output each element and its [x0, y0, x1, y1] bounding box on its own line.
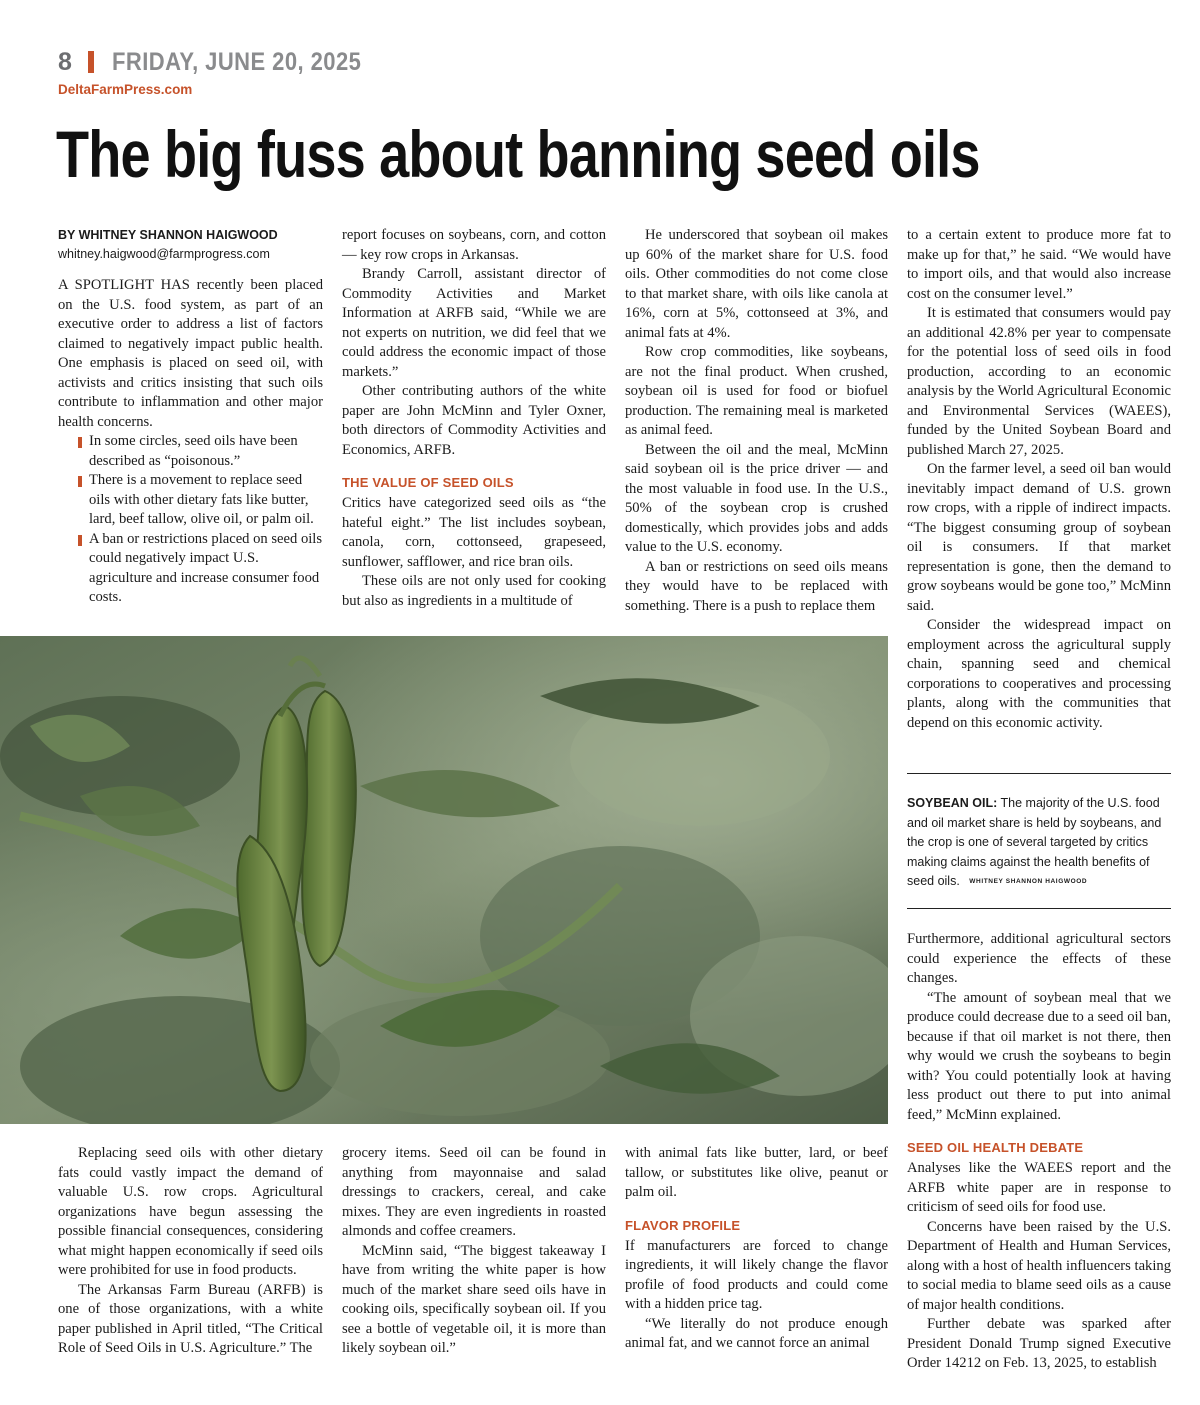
caption-label: SOYBEAN OIL: — [907, 796, 998, 810]
paragraph: Consider the widespread impact on employment across the agricultural supply chain, spanning seed and chemical corporations to cooperatives and processing plants, along with the communities that depend on this economic activity. — [907, 617, 1171, 731]
paragraph: Brandy Carroll, assistant director of Commodity Activities and Market Information at ARFB said, “While we are not experts on nutrition, we did feel that we could address the economic impact of those markets.” — [342, 266, 606, 380]
key-point — [58, 471, 323, 530]
paragraph: “The amount of soybean meal that we produce could decrease due to a seed oil ban, because if that oil market is not there, then why would we crush the soybeans to begin with? You could potentially look at having less product out there to put into animal feed,” McMinn explained. — [907, 989, 1171, 1123]
photo-caption — [907, 773, 1171, 909]
article-column-2-continued — [342, 1144, 606, 1359]
paragraph: “We literally do not produce enough animal fat, and we cannot force an animal — [625, 1315, 888, 1351]
article-column-3 — [625, 226, 888, 616]
key-point — [58, 530, 323, 608]
key-point-text: In some circles, seed oils have been described as “poisonous.” — [89, 433, 298, 469]
lead-paragraph: A SPOTLIGHT HAS recently been placed on the U.S. food system, as part of an executive order to address a list of factors claimed to negatively impact public health. One emphasis is placed on seed oil, with activists and critics insisting that such oils contribute to inflammation and other major health concerns. — [58, 277, 323, 430]
section-subhead: SEED OIL HEALTH DEBATE — [907, 1140, 1084, 1155]
page-number: 8 — [58, 47, 72, 76]
caption-text: The majority of the U.S. food and oil market share is held by soybeans, and the crop is one of several targeted by critics making claims against the health benefits of seed oils. — [907, 796, 1162, 889]
paragraph: He underscored that soybean oil makes up 60% of the market share for U.S. food oils. Other commodities do not come close to that market share, with oils like canola at 16%, corn at 5%, cottonseed at 3%, and animal fats at 4%. — [625, 227, 888, 341]
paragraph: Further debate was sparked after President Donald Trump signed Executive Order 14212 on Feb. 13, 2025, to establish — [907, 1316, 1171, 1371]
paragraph: grocery items. Seed oil can be found in anything from mayonnaise and salad dressings to crackers, cereal, and cake mixes. They are even ingredients in roasted almonds and coffee creamers. — [342, 1145, 606, 1239]
key-point-text: There is a movement to replace seed oils with other dietary fats like butter, lard, beef tallow, olive oil, or palm oil. — [89, 472, 314, 527]
paragraph: These oils are not only used for cooking but also as ingredients in a multitude of — [342, 573, 606, 609]
section-subhead: FLAVOR PROFILE — [625, 1217, 741, 1233]
bullet-marker — [78, 476, 82, 487]
article-column-1-continued — [58, 1144, 323, 1359]
header-divider — [88, 51, 94, 73]
paragraph: It is estimated that consumers would pay an additional 42.8% per year to compensate for the potential loss of seed oils in food production, according to an economic analysis by the World Agricultural Economic and Environmental Services (WAEES), funded by the United Soybean Board and published March 27, 2025. — [907, 305, 1171, 458]
paragraph: Replacing seed oils with other dietary fats could vastly impact the demand of valuable U.S. row crops. Agricultural organizations have begun assessing the possible financial consequences, considering what might happen economically if seed oils were prohibited for use in food products. — [58, 1145, 323, 1278]
byline: BY WHITNEY SHANNON HAIGWOOD — [58, 228, 278, 242]
paragraph: Row crop commodities, like soybeans, are not the final product. When crushed, soybean oil is used for food or biofuel production. The remaining meal is marketed as animal feed. — [625, 344, 888, 438]
paragraph: Critics have categorized seed oils as “the hateful eight.” The list includes soybean, canola, corn, cottonseed, grapeseed, sunflower, safflower, and rice bran oils. — [342, 495, 606, 570]
issue-date: FRIDAY, JUNE 20, 2025 — [111, 47, 362, 76]
key-point-text: A ban or restrictions placed on seed oils could negatively impact U.S. agriculture and increase consumer food costs. — [89, 530, 323, 605]
article-column-2 — [342, 226, 606, 611]
section-subhead: THE VALUE OF SEED OILS — [342, 475, 514, 490]
photo-credit: WHITNEY SHANNON HAIGWOOD — [969, 878, 1088, 885]
article-column-4-continued — [907, 930, 1171, 1374]
paragraph: Between the oil and the meal, McMinn said soybean oil is the price driver — and the most valuable in food use. In the U.S., 50% of the soybean crop is crushed domestically, which provides jobs and adds value to the U.S. economy. — [625, 441, 888, 555]
paragraph: If manufacturers are forced to change ingredients, it will likely change the flavor profile of food products and could come with a hidden price tag. — [625, 1237, 888, 1312]
soybean-photo — [0, 636, 888, 1124]
bullet-marker — [78, 535, 82, 546]
paragraph: to a certain extent to produce more fat to make up for that,” he said. “We would have to import oils, and that would also increase cost on the consumer level.” — [907, 227, 1171, 302]
key-point — [58, 432, 323, 471]
article-column-3-continued — [625, 1144, 888, 1354]
paragraph: Furthermore, additional agricultural sectors could experience the effects of these changes. — [907, 931, 1171, 986]
author-email[interactable]: whitney.haigwood@farmprogress.com — [58, 247, 270, 261]
key-points-list — [58, 432, 323, 608]
bullet-marker — [78, 437, 82, 448]
paragraph: The Arkansas Farm Bureau (ARFB) is one of those organizations, with a white paper published in April titled, “The Critical Role of Seed Oils in U.S. Agriculture.” The — [58, 1281, 323, 1356]
paragraph: Other contributing authors of the white paper are John McMinn and Tyler Oxner, both directors of Commodity Activities and Economics, ARFB. — [342, 383, 606, 458]
article-headline: The big fuss about banning seed oils — [56, 117, 980, 191]
paragraph: McMinn said, “The biggest takeaway I have from writing the white paper is how much of the market share seed oils have in cooking oils, specifically soybean oil. If you see a bottle of vegetable oil, it is more than likely soybean oil.” — [342, 1242, 606, 1356]
page-header — [58, 46, 395, 78]
paragraph: Analyses like the WAEES report and the ARFB white paper are in response to criticism of seed oils for food use. — [907, 1160, 1171, 1215]
paragraph: report focuses on soybeans, corn, and cotton — key row crops in Arkansas. — [342, 227, 606, 263]
article-column-1 — [58, 226, 323, 608]
paragraph: with animal fats like butter, lard, or beef tallow, or substitutes like olive, peanut or palm oil. — [625, 1145, 888, 1200]
site-url[interactable]: DeltaFarmPress.com — [58, 82, 193, 97]
article-column-4 — [907, 226, 1171, 733]
paragraph: A ban or restrictions on seed oils means they would have to be replaced with something. There is a push to replace them — [625, 558, 888, 614]
paragraph: On the farmer level, a seed oil ban would inevitably impact demand of U.S. grown row crops, with a ripple of indirect impacts. “The biggest consuming group of soybean oil is consumers. If that market representation is gone, then the demand to grow soybeans would be gone too,” McMinn said. — [907, 461, 1171, 614]
paragraph: Concerns have been raised by the U.S. Department of Health and Human Services, along with a host of health influencers taking to social media to blame seed oils as a cause of major health conditions. — [907, 1218, 1171, 1313]
